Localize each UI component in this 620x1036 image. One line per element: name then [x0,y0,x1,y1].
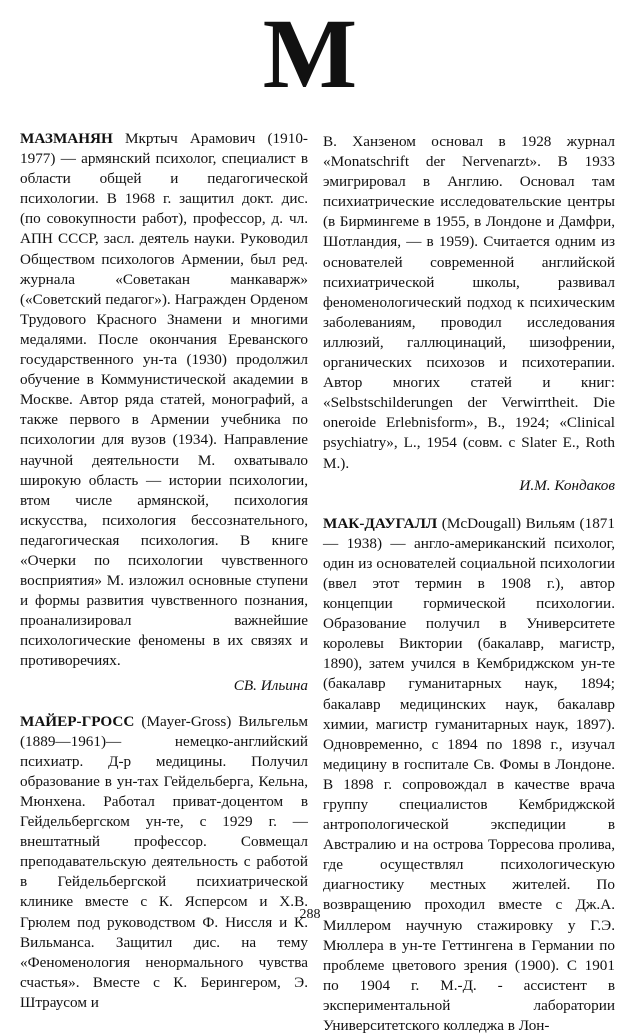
page-number: 288 [299,907,321,922]
entry-mazmanyan [20,129,308,672]
headword: МАК-ДАУГАЛЛ [323,514,438,532]
headword: МАЗМАНЯН [20,130,113,147]
entry-mayer-gross-continued [323,132,615,474]
left-column [20,129,308,1013]
entry-mcdougall [323,514,615,1036]
entry-text: (McDougall) Вильям (1871 — 1938) — англо-американский психолог, один из основателей социальной психологии (ввел этот термин в 1908 г.), автор концепции гормической психологии. Образование получил в Университете королевы Виктории (бакалавр, магистр, 1890), затем учился в Кембриджском ун-те (бакалавр гуманитарных наук, 1894; бакалавр медицинских наук, бакалавр химии, магистр гуманитарных наук, 1897). Одновременно, с 1894 по 1898 г., изучал медицину в госпитале Св. Фомы в Лондоне. В 1898 г. сопровождал в качестве врача группу специалистов Кембриджской антропологической экспедиции в Австралию и на острова Торресова пролива, где осуществлял психологическую диагностику местных жителей. По возвращению проходил вместе с Дж.А. Миллером научную стажировку у Г.Э. Мюллера в ун-те Геттингена в Германии по проблеме цветового зрения (1900). С 1901 по 1904 г. М.-Д. - ассистент в экспериментальной лаборатории Университетского колледжа в Лон- [323,514,615,1035]
entry-divider [20,696,308,712]
entry-text: (Mayer-Gross) Вильгельм (1889—1961)— немецко-английский психиатр. Д-р медицины. Получил образование в ун-тах Гейдельберга, Кельна, Мюнхена. Работал приват-доцентом в Гейдельбергском ун-те, с 1929 г. — внештатный профессор. Совмещал преподавательскую деятельность с работой в Гейдельбергской психиатрической клинике вместе с К. Ясперсом и Х.В. Грюлем под руководством Ф. Ниссля и К. Вильманса. Защитил дис. на тему «Феноменология ненормального чувства счастья». Вместе с К. Берингером, Э. Штраусом и [20,712,308,1011]
section-letter: М [262,0,358,109]
headword: МАЙЕР-ГРОСС [20,712,135,730]
entry-divider [323,496,615,514]
entry-author: СВ. Ильина [233,676,308,694]
entry-text: Мкртыч Арамович (1910-1977) — армянский психолог, специалист в области общей и педагогической психологии. В 1968 г. защитил докт. дис. (по совокупности работ), профессор, д. чл. АПН СССР, засл. деятель науки. Руководил Обществом психологов Армении, был ред. журнала «Советакан манкаварж» («Советский педагог»). Награжден Орденом Трудового Красного Знамени и многими медалями. После окончания Ереванского государственного ун-та (1930) продолжил обучение в Коммунистической академии в Москве. Автор ряда статей, монографий, а также первого в Армении учебника по психологии для вузов (1934). Направление научной деятельности М. охватывало широкую область — истории психологии, втом числе армянской, психология искусства, психология бессознательного, педагогическая психология. В книге «Очерки по психологии чувственного восприятия» М. изложил основные ступени и формы развития чувственного познания, проанализировал важнейшие психологические феномены в их связях и противоречиях. [20,130,308,670]
entry-author: И.М. Кондаков [519,476,615,494]
entry-text: В. Ханзеном основал в 1928 журнал «Monatschrift der Nervenarzt». В 1933 эмигрировал в Англию. Основал там психиатрические исследовательские центры (в Бирмингеме в 1955, в Лондоне и Дамфри, Шотландия, — в 1959). Считается одним из основателей современной английской психиатрической школы, развивал феноменологический подход к психическим заболеваниям, проводил исследования иллюзий, галлюцинаций, шизофрении, органических психозов и психотерапии. Автор многих статей и книг: «Selbstschilderungen der Verwirrtheit. Die oneroide Erlebnisform», В., 1924; «Clinical psychiatry», L., 1954 (совм. с Slater E., Roth M.). [323,133,615,472]
right-column [323,132,615,1036]
entry-mayer-gross [20,712,308,1013]
